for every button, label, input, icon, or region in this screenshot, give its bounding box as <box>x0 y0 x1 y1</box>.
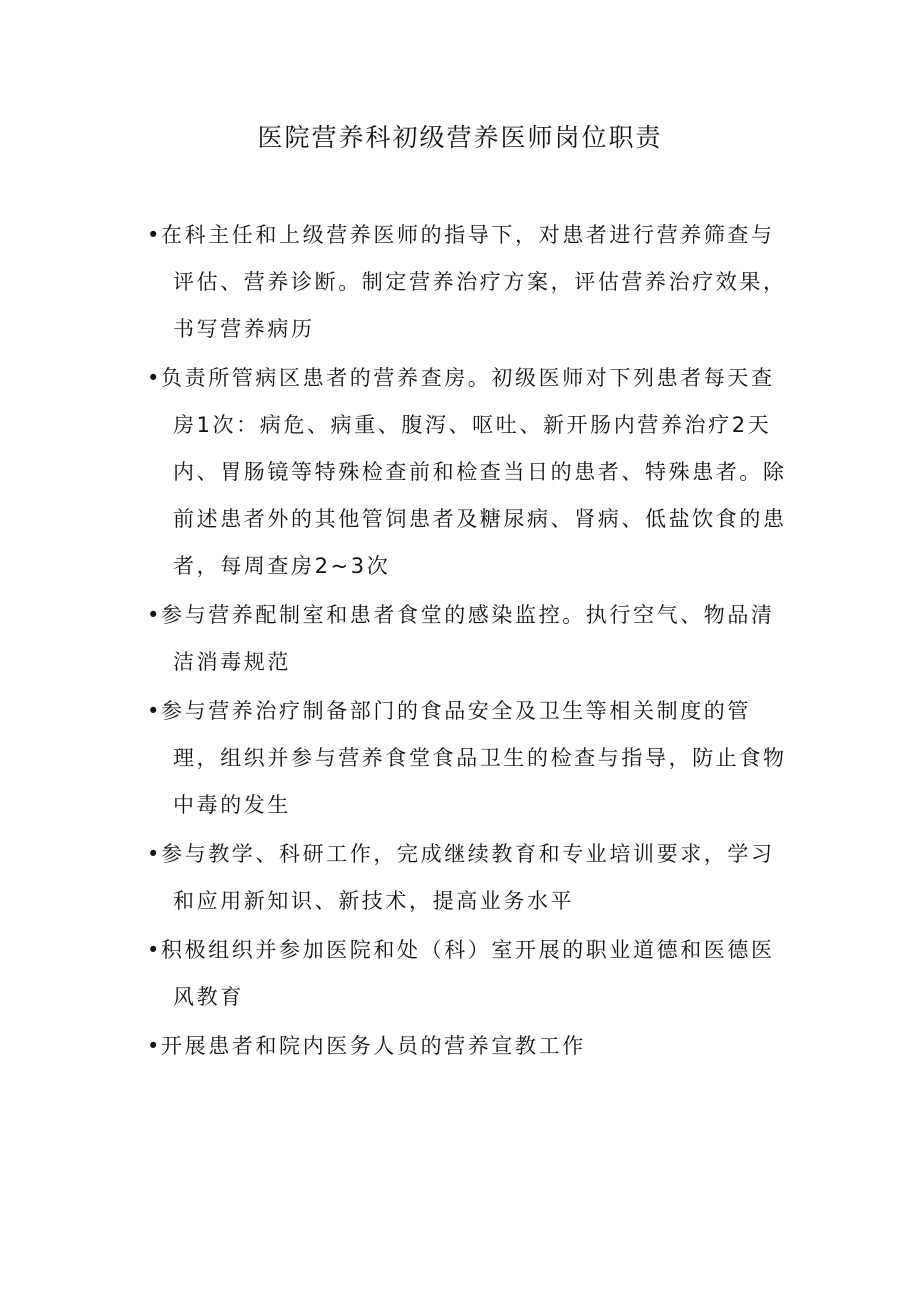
bullet-icon: • <box>147 1034 162 1058</box>
list-item-text: 参与教学、科研工作，完成继续教育和专业培训要求，学习和应用新知识、新技术，提高业务水平 <box>161 842 775 913</box>
bullet-icon: • <box>147 938 162 962</box>
list-item <box>133 212 793 353</box>
bullet-icon: • <box>147 699 162 723</box>
bullet-icon: • <box>147 366 162 390</box>
list-item <box>133 688 793 829</box>
list-item-text: 在科主任和上级营养医师的指导下，对患者进行营养筛查与评估、营养诊断。制定营养治疗方案，评估营养治疗效果，书写营养病历 <box>161 223 787 341</box>
list-item <box>133 927 793 1021</box>
list-item-text: 积极组织并参加医院和处（科）室开展的职业道德和医德医风教育 <box>161 938 775 1009</box>
duty-list <box>133 212 793 1072</box>
bullet-icon: • <box>147 842 162 866</box>
page-title: 医院营养科初级营养医师岗位职责 <box>257 123 663 152</box>
list-item-text: 参与营养配制室和患者食堂的感染监控。执行空气、物品清洁消毒规范 <box>161 603 775 674</box>
list-item <box>133 355 793 590</box>
list-item-text: 负责所管病区患者的营养查房。初级医师对下列患者每天查房1次：病危、病重、腹泻、呕吐、新开肠内营养治疗2天内、胃肠镜等特殊检查前和检查当日的患者、特殊患者。除前述患者外的其他管饲患者及糖尿病、肾病、低盐饮食的患者，每周查房2~3次 <box>161 366 787 578</box>
list-item-text: 开展患者和院内医务人员的营养宣教工作 <box>161 1034 586 1058</box>
bullet-icon: • <box>147 223 162 247</box>
bullet-icon: • <box>147 603 162 627</box>
list-item <box>133 592 793 686</box>
list-item <box>133 831 793 925</box>
list-item <box>133 1023 793 1070</box>
list-item-text: 参与营养治疗制备部门的食品安全及卫生等相关制度的管理，组织并参与营养食堂食品卫生的检查与指导，防止食物中毒的发生 <box>161 699 787 817</box>
